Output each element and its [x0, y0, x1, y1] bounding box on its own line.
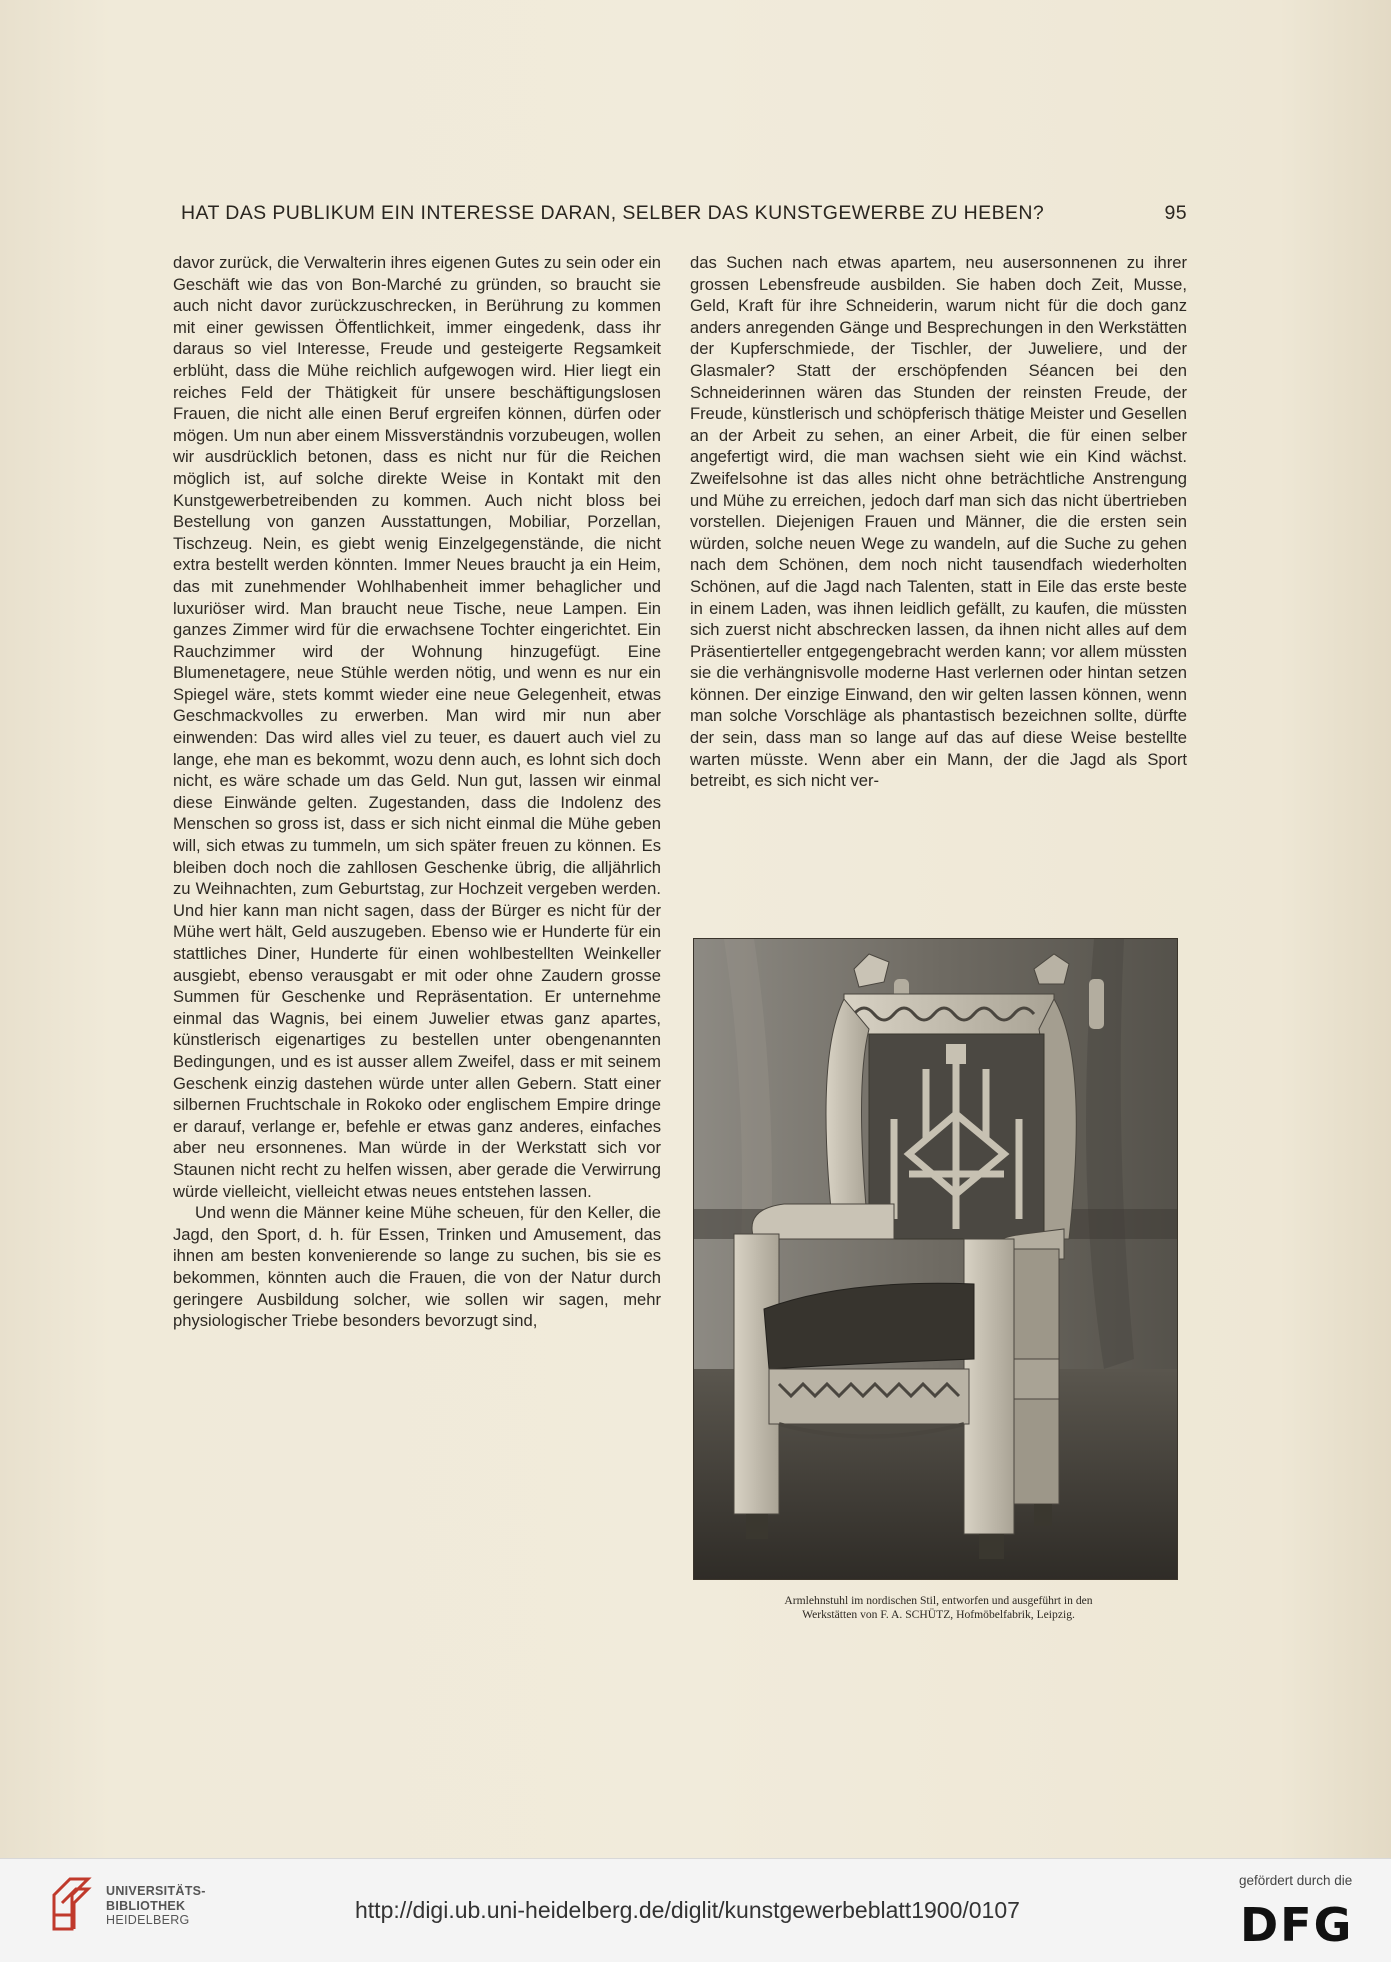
- funding-label: gefördert durch die: [1239, 1873, 1353, 1888]
- right-text-column: [690, 252, 1187, 792]
- running-header: [181, 202, 1187, 225]
- library-name-line: BIBLIOTHEK: [106, 1898, 186, 1913]
- page-number: 95: [1164, 202, 1187, 224]
- page-title: HAT DAS PUBLIKUM EIN INTERESSE DARAN, SELBER DAS KUNSTGEWERBE ZU HEBEN?: [181, 202, 1045, 224]
- permalink-url[interactable]: http://digi.ub.uni-heidelberg.de/diglit/kunstgewerbeblatt1900/0107: [355, 1897, 1020, 1923]
- paragraph: das Suchen nach etwas apartem, neu ausersonnenen zu ihrer grossen Lebensfreude ausbilden. Sie haben doch Zeit, Musse, Geld, Kraft für ihre Schneiderin, warum nicht für die doch ganz anders anregenden Gänge und Besprechungen in den Werkstätten der Kupferschmiede, der Tischler, der Juweliere, und der Glasmaler? Statt der erschöpfenden Séancen bei den Schneiderinnen wären das Stunden der reinsten Freude, der Freude, künstlerisch und schöpferisch thätige Meister und Gesellen an der Arbeit zu sehen, an einer Arbeit, die für einen selber angefertigt wird, die man wachsen sieht wie ein Kind wächst. Zweifelsohne ist das alles nicht ohne beträchtliche Anstrengung und Mühe zu erreichen, jedoch darf man sich das nicht übertrieben vorstellen. Diejenigen Frauen und Männer, die die ersten sein würden, solche neuen Wege zu wandeln, auf die Suche zu gehen nach dem Schönen, dem noch nicht tausendfach wiederholten Schönen, auf die Jagd nach Talenten, statt in Eile das erste beste in einem Laden, was ihnen leidlich gefällt, zu kaufen, die müssten sich zuerst nicht abschrecken lassen, da ihnen nicht alles auf dem Präsentierteller entgegengebracht werden kann; vor allem müssten sie die verhängnisvolle moderne Hast verlernen oder hintan setzen können. Der einzige Einwand, den wir gelten lassen können, wenn man solche Vorschläge als phantastisch bezeichnen sollte, dürfte der sein, dass man so lange auf das auf diese Weise bestellte warten müsste. Wenn aber ein Mann, der die Jagd als Sport betreibt, es sich nicht ver-: [690, 253, 1187, 791]
- armchair-illustration: [694, 939, 1177, 1579]
- caption-line: Werkstätten von F. A. SCHÜTZ, Hofmöbelfabrik, Leipzig.: [802, 1608, 1075, 1621]
- library-name[interactable]: [106, 1884, 206, 1928]
- library-name-line: HEIDELBERG: [106, 1913, 190, 1927]
- paragraph: Und wenn die Männer keine Mühe scheuen, für den Keller, die Jagd, den Sport, d. h. für Essen, Trinken und Amusement, das ihnen am besten konvenierende so lange zu suchen, bis sie es bekommen, könnten auch die Frauen, die von der Natur durch geringere Ausbildung solcher, wie sollen wir sagen, mehr physiologischer Triebe besonders bevorzugt sind,: [173, 1203, 661, 1331]
- paragraph: davor zurück, die Verwalterin ihres eigenen Gutes zu sein oder ein Geschäft wie das von Bon-Marché zu gründen, so braucht sie auch nicht davor zurückzuschrecken, in Berührung zu kommen mit einer gewissen Öffentlichkeit, immer eingedenk, dass ihr daraus so viel Interesse, Freude und gesteigerte Regsamkeit erblüht, dass die Mühe reichlich aufgewogen wird. Hier liegt ein reiches Feld der Thätigkeit für unsere beschäftigungslosen Frauen, die nicht alle einen Beruf ergreifen können, dürfen oder mögen. Um nun aber einem Missverständnis vorzubeugen, wollen wir ausdrücklich betonen, dass es nicht nur für die Reichen möglich ist, auf solche direkte Weise in Kontakt mit den Kunstgewerbetreibenden zu kommen. Auch nicht bloss bei Bestellung von ganzen Ausstattungen, Mobiliar, Porzellan, Tischzeug. Nein, es giebt wenig Einzelgegenstände, die nicht extra bestellt werden könnten. Immer Neues braucht ja ein Heim, das mit zunehmender Wohlhabenheit immer behaglicher und luxuriöser wird. Man braucht neue Tische, neue Lampen. Ein ganzes Zimmer wird für die erwachsene Tochter eingerichtet. Ein Rauchzimmer wird der Wohnung hinzugefügt. Eine Blumenetagere, neue Stühle werden nötig, und wenn es nur ein Spiegel wäre, stets kommt wieder eine neue Gelegenheit, etwas Geschmackvolles zu erwerben. Man wird mir nun aber einwenden: Das wird alles viel zu teuer, es dauert auch viel zu lange, ehe man es bekommt, wozu denn auch, es lohnt sich doch nicht, es wäre schade um das Geld. Nun gut, lassen wir einmal diese Einwände gelten. Zugestanden, dass die Indolenz des Menschen so gross ist, dass er sich nicht einmal die Mühe geben will, sich etwas zu tummeln, um sich später freuen zu können. Es bleiben doch noch die zahllosen Geschenke übrig, die alljährlich zu Weihnachten, zum Geburtstag, zur Hochzeit vergeben werden. Und hier kann man nicht sagen, dass der Bürger es nicht für der Mühe wert hält, Geld auszugeben. Ebenso wie er Hunderte für ein stattliches Diner, Hunderte für einen wohlbestellten Weinkeller ausgiebt, ebenso verausgabt er mit oder ohne Zaudern grosse Summen für Geschenke und Repräsentation. Er unternehme einmal das Wagnis, bei einem Juwelier etwas ganz apartes, künstlerisch eigenartiges zu bestellen unter obengenannten Bedingungen, und es ist ausser allem Zweifel, dass er mit seinem Geschenk einzig dastehen würde unter allen Gebern. Statt einer silbernen Fruchtschale in Rokoko oder englischem Empire dringe er darauf, verlange er, befehle er etwas ganz anderes, einfaches aber neu ersonnenes. Man würde in der Werkstatt sich vor Staunen nicht recht zu helfen wissen, aber gerade die Verwirrung würde vielleicht, vielleicht etwas neues entstehen lassen.: [173, 253, 661, 1201]
- armchair-photograph: [693, 938, 1178, 1580]
- left-text-column: [173, 252, 661, 1332]
- caption-line: Armlehnstuhl im nordischen Stil, entworfen und ausgeführt in den: [784, 1594, 1093, 1607]
- dfg-logo-icon[interactable]: DFG: [1240, 1898, 1354, 1952]
- ub-heidelberg-logo-icon[interactable]: [50, 1875, 92, 1933]
- figure-caption: [690, 1594, 1187, 1622]
- library-name-line: UNIVERSITÄTS-: [106, 1884, 206, 1898]
